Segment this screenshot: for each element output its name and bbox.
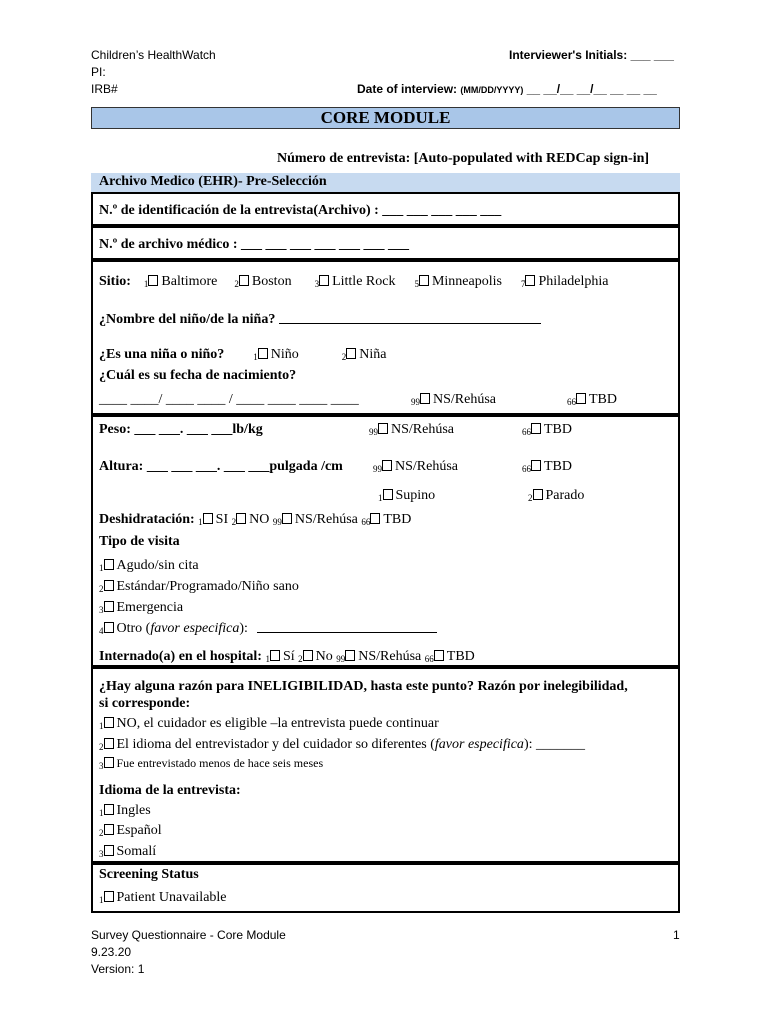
- weight-refuse[interactable]: $_{99}$ NS/Rehúsa: [369, 422, 454, 437]
- height-standing[interactable]: $_2$ Parado: [528, 488, 585, 503]
- checkbox-icon[interactable]: [104, 717, 114, 728]
- date-blanks: __ __/__ __/__ __ __ __: [526, 82, 657, 96]
- option-code: 2: [99, 742, 104, 752]
- option-code: 1: [253, 352, 258, 362]
- option-code: 99: [373, 464, 382, 474]
- weight-field[interactable]: Peso: ___ ___. ___ ___lb/kg: [99, 422, 263, 437]
- date-label: Date of interview:: [357, 82, 458, 96]
- checkbox-icon[interactable]: [104, 757, 114, 768]
- checkbox-icon[interactable]: [346, 348, 356, 359]
- checkbox-icon[interactable]: [303, 650, 313, 661]
- checkbox-icon[interactable]: [345, 650, 355, 661]
- sex-option-nina[interactable]: $_2$ Niña: [341, 347, 387, 362]
- checkbox-icon[interactable]: [104, 622, 114, 633]
- checkbox-icon[interactable]: [203, 513, 213, 524]
- medical-record-field: N.º de archivo médico : ___ ___ ___ ___ ___ ___ ___: [99, 237, 410, 252]
- eligibility-box: [91, 667, 680, 863]
- screening-box: [91, 863, 680, 913]
- option-code: 99: [272, 517, 282, 527]
- screening-option-unavailable[interactable]: $_1$ Patient Unavailable: [99, 890, 227, 905]
- pi-label: PI:: [91, 65, 106, 79]
- date-format: (MM/DD/YYYY): [460, 85, 524, 95]
- option-code: 2: [99, 828, 104, 838]
- height-supine[interactable]: $_1$ Supino: [378, 488, 436, 503]
- checkbox-icon[interactable]: [104, 601, 114, 612]
- section-ehr-header: Archivo Medico (EHR)- Pre-Selección: [91, 173, 680, 192]
- option-code: 3: [99, 849, 104, 859]
- dehydration-option-refuse[interactable]: $_{99}$ NS/Rehúsa: [272, 512, 358, 527]
- interview-number: Número de entrevista: [Auto-populated with REDCap sign-in]: [277, 151, 650, 166]
- sex-label: ¿Es una niña o niño?: [99, 347, 225, 362]
- option-code: 3: [99, 761, 104, 771]
- birthdate-refuse[interactable]: $_{99}$ NS/Rehúsa: [411, 392, 496, 407]
- hospitalized-question: [99, 649, 475, 665]
- site-label: Sitio:: [99, 274, 131, 289]
- sex-option-nino[interactable]: $_1$ Niño: [253, 347, 299, 362]
- screening-label: Screening Status: [99, 867, 199, 882]
- visit-option-standard[interactable]: $_2$ Estándar/Programado/Niño sano: [99, 579, 299, 594]
- checkbox-icon[interactable]: [104, 824, 114, 835]
- child-name-label: ¿Nombre del niño/de la niña?: [99, 312, 276, 327]
- id-number-box: [91, 192, 680, 226]
- checkbox-icon[interactable]: [258, 348, 268, 359]
- option-code: 1: [99, 808, 104, 818]
- option-code: 2: [528, 493, 533, 503]
- page-title: CORE MODULE: [91, 107, 680, 129]
- height-refuse[interactable]: $_{99}$ NS/Rehúsa: [373, 459, 458, 474]
- visit-option-acute[interactable]: $_1$ Agudo/sin cita: [99, 558, 199, 573]
- birthdate-question: ¿Cuál es su fecha de nacimiento?: [99, 368, 297, 383]
- checkbox-icon[interactable]: [378, 423, 388, 434]
- site-option-minneapolis[interactable]: $_5$ Minneapolis: [414, 274, 502, 289]
- option-code: 1: [198, 517, 203, 527]
- checkbox-icon[interactable]: [434, 650, 444, 661]
- ineligibility-question-cont: si corresponde:: [99, 696, 191, 711]
- option-code: 2: [341, 352, 347, 362]
- option-code: 66: [361, 517, 371, 527]
- footer-date: 9.23.20: [91, 945, 132, 959]
- language-label: Idioma de la entrevista:: [99, 783, 241, 798]
- option-code: 66: [424, 654, 434, 664]
- child-name-question: [99, 312, 541, 328]
- option-code: 99: [411, 397, 420, 407]
- option-code: 99: [336, 654, 346, 664]
- dehydration-question: [99, 512, 411, 528]
- option-code: 2: [231, 517, 237, 527]
- sex-question: [99, 347, 387, 363]
- option-code: 2: [298, 654, 303, 664]
- interviewer-initials: Interviewer's Initials: ___ ___: [509, 48, 674, 62]
- ineligibility-question: ¿Hay alguna razón para INELIGIBILIDAD, hasta este punto? Razón por inelegibilidad,: [99, 679, 628, 694]
- option-code: 1: [265, 654, 270, 664]
- checkbox-icon[interactable]: [239, 275, 249, 286]
- site-option-boston[interactable]: $_2$ Boston: [234, 274, 292, 289]
- birthdate-tbd[interactable]: $_{66}$ TBD: [567, 392, 617, 407]
- checkbox-icon[interactable]: [104, 891, 114, 902]
- option-code: 4: [99, 626, 104, 636]
- checkbox-icon[interactable]: [419, 275, 429, 286]
- interview-id-field: N.º de identificación de la entrevista(Archivo) : ___ ___ ___ ___ ___: [99, 203, 502, 218]
- org-name: Children’s HealthWatch: [91, 48, 216, 62]
- option-code: 3: [314, 279, 320, 289]
- site-option-philadelphia[interactable]: $_7$ Philadelphia: [520, 274, 609, 289]
- footer-title: Survey Questionnaire - Core Module: [91, 928, 286, 942]
- option-code: 66: [522, 427, 531, 437]
- date-of-interview: [357, 82, 657, 96]
- checkbox-icon[interactable]: [531, 460, 541, 471]
- height-tbd[interactable]: $_{66}$ TBD: [522, 459, 572, 474]
- option-code: 2: [234, 279, 239, 289]
- hospitalized-label: Internado(a) en el hospital:: [99, 649, 262, 664]
- checkbox-icon[interactable]: [382, 460, 392, 471]
- option-code: 1: [99, 895, 104, 905]
- language-option-spanish[interactable]: $_2$ Español: [99, 823, 162, 838]
- dehydration-option-tbd[interactable]: $_{66}$ TBD: [361, 512, 412, 527]
- checkbox-icon[interactable]: [104, 580, 114, 591]
- visit-option-emergency[interactable]: $_3$ Emergencia: [99, 600, 184, 615]
- hospitalized-option-refuse[interactable]: $_{99}$ NS/Rehúsa: [336, 649, 422, 664]
- checkbox-icon[interactable]: [370, 513, 380, 524]
- option-code: 5: [414, 279, 419, 289]
- checkbox-icon[interactable]: [420, 393, 430, 404]
- checkbox-icon[interactable]: [525, 275, 535, 286]
- hospitalized-option-tbd[interactable]: $_{66}$ TBD: [424, 649, 475, 664]
- site-question: [99, 274, 608, 290]
- checkbox-icon[interactable]: [104, 845, 114, 856]
- child-name-field[interactable]: [279, 323, 541, 324]
- checkbox-icon[interactable]: [533, 489, 543, 500]
- site-option-little-rock[interactable]: $_3$ Little Rock: [314, 274, 396, 289]
- option-code: 3: [99, 605, 104, 615]
- checkbox-icon[interactable]: [104, 559, 114, 570]
- dehydration-option-no[interactable]: $_2$ NO: [231, 512, 270, 527]
- checkbox-icon[interactable]: [148, 275, 158, 286]
- checkbox-icon[interactable]: [282, 513, 292, 524]
- hospitalized-option-no[interactable]: $_2$ No: [298, 649, 333, 664]
- hospitalized-option-yes[interactable]: $_1$ Sí: [265, 649, 295, 664]
- language-option-somali[interactable]: $_3$ Somalí: [99, 844, 157, 859]
- checkbox-icon[interactable]: [104, 804, 114, 815]
- height-field[interactable]: Altura: ___ ___ ___. ___ ___pulgada /cm: [99, 459, 343, 474]
- option-code: 66: [522, 464, 531, 474]
- irb-label: IRB#: [91, 82, 118, 96]
- measurements-box: [91, 415, 680, 667]
- checkbox-icon[interactable]: [383, 489, 393, 500]
- page-number: 1: [673, 928, 680, 942]
- dehydration-label: Deshidratación:: [99, 512, 195, 527]
- birthdate-field[interactable]: ____ ____/ ____ ____ / ____ ____ ____ ____: [99, 392, 359, 407]
- ineligibility-option-eligible[interactable]: $_1$ NO, el cuidador es eligible –la entrevista puede continuar: [99, 716, 439, 731]
- site-option-baltimore[interactable]: $_1$ Baltimore: [143, 274, 218, 289]
- option-code: 2: [99, 584, 104, 594]
- language-option-english[interactable]: $_1$ Ingles: [99, 803, 151, 818]
- option-code: 1: [143, 279, 149, 289]
- visit-other-field[interactable]: [257, 632, 437, 633]
- record-number-box: [91, 226, 680, 260]
- option-code: 1: [99, 721, 104, 731]
- ineligibility-option-recent[interactable]: $_3$ Fue entrevistado menos de hace seis meses: [99, 756, 324, 771]
- option-code: 66: [567, 397, 576, 407]
- checkbox-icon[interactable]: [236, 513, 246, 524]
- footer-version: Version: 1: [91, 962, 145, 976]
- visit-option-other[interactable]: $_4$ Otro (favor especifica):: [99, 621, 437, 637]
- weight-tbd[interactable]: $_{66}$ TBD: [522, 422, 572, 437]
- child-info-box: [91, 260, 680, 415]
- checkbox-icon[interactable]: [270, 650, 280, 661]
- checkbox-icon[interactable]: [576, 393, 586, 404]
- visit-type-label: Tipo de visita: [99, 534, 180, 549]
- checkbox-icon[interactable]: [531, 423, 541, 434]
- checkbox-icon[interactable]: [319, 275, 329, 286]
- option-code: 1: [99, 563, 104, 573]
- option-code: 1: [378, 493, 383, 503]
- option-code: 7: [520, 279, 526, 289]
- option-code: 99: [369, 427, 378, 437]
- checkbox-icon[interactable]: [104, 738, 114, 749]
- ineligibility-option-language[interactable]: $_2$ El idioma del entrevistador y del cuidador so diferentes (favor especifica): _______: [99, 737, 585, 752]
- dehydration-option-si[interactable]: $_1$ SI: [198, 512, 229, 527]
